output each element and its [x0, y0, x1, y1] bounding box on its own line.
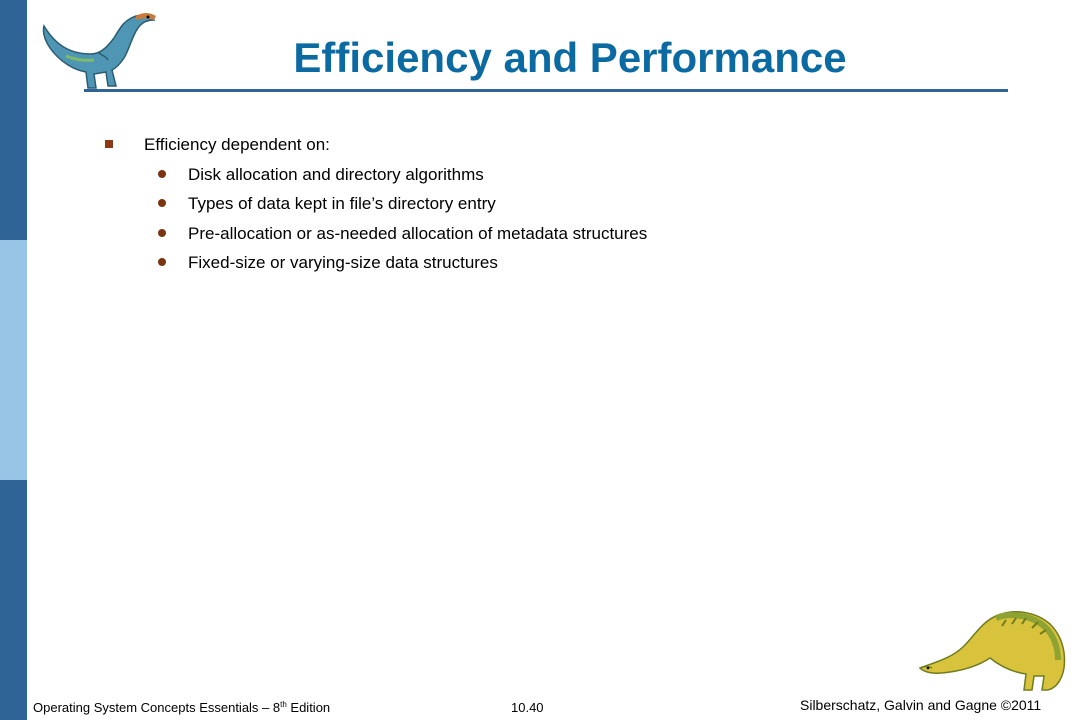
footer-course-text: Operating System Concepts Essentials – 8: [33, 700, 281, 715]
dinosaur-top-icon: [36, 6, 166, 92]
dinosaur-bottom-icon: [916, 596, 1072, 692]
sidebar-strip-bottom: [0, 480, 27, 720]
footer-course: [33, 700, 330, 715]
square-bullet-icon: [105, 140, 113, 148]
round-bullet-icon: [158, 229, 166, 237]
list-item-text: Fixed-size or varying-size data structures: [188, 253, 498, 272]
footer-copyright: Silberschatz, Galvin and Gagne ©2011: [800, 697, 1042, 713]
slide-number: 10.40: [511, 700, 544, 715]
slide-title: Efficiency and Performance: [293, 34, 847, 81]
sidebar-strip-middle: [0, 240, 27, 480]
round-bullet-icon: [158, 258, 166, 266]
list-item-text: Pre-allocation or as-needed allocation of metadata structures: [188, 224, 648, 243]
footer-course-superscript: th: [280, 700, 287, 709]
round-bullet-icon: [158, 199, 166, 207]
round-bullet-icon: [158, 170, 166, 178]
list-item-text: Disk allocation and directory algorithms: [188, 165, 484, 184]
sidebar-strip-top: [0, 0, 27, 240]
footer-course-suffix: Edition: [286, 700, 331, 715]
list-item-text: Types of data kept in file’s directory entry: [188, 194, 496, 213]
list-item-text: Efficiency dependent on:: [144, 135, 330, 154]
title-underline: [84, 89, 1008, 92]
